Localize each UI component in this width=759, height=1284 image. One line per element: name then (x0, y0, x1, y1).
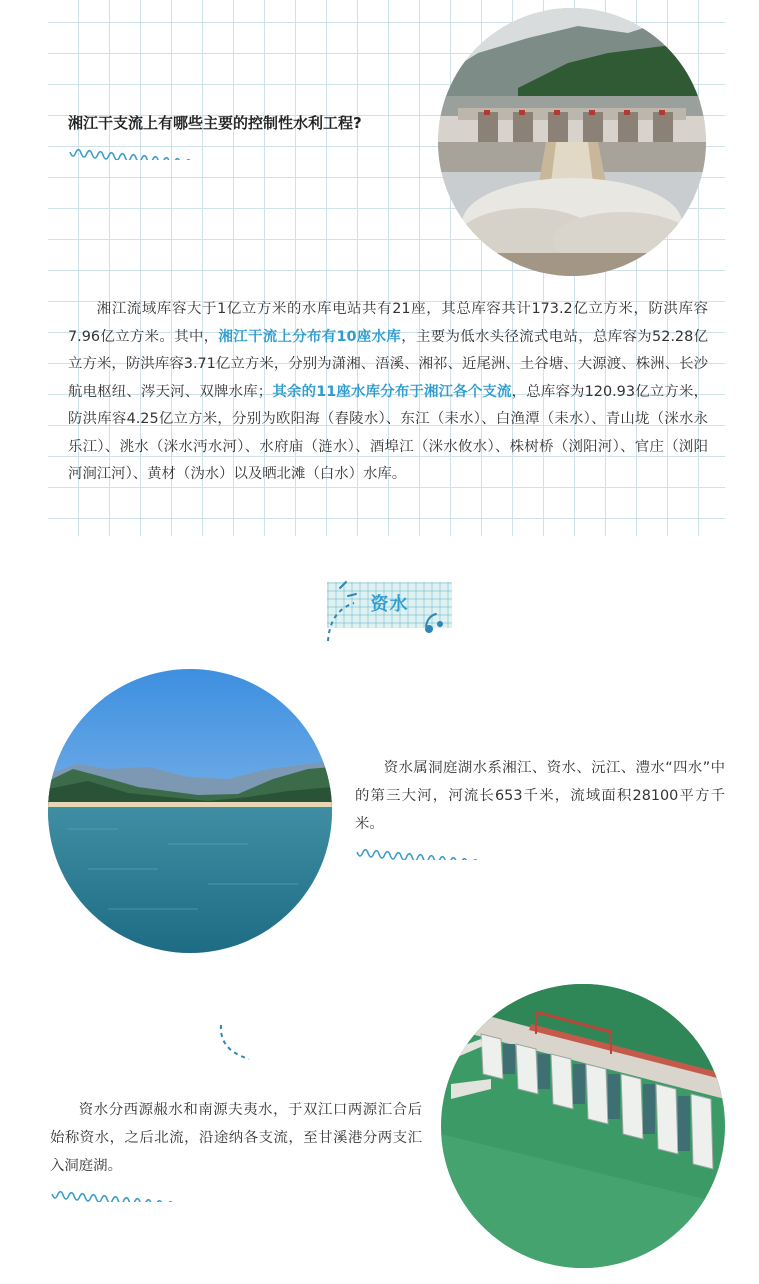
lake-mountain-photo (48, 669, 332, 953)
water-drop-decoration-icon (420, 608, 450, 636)
highlight-tributaries: 其余的11座水库分布于湘江各个支流 (272, 383, 512, 400)
wave-divider-2 (355, 848, 727, 860)
reservoir-summary-paragraph (68, 296, 708, 489)
badge-title: 资水 (370, 594, 409, 615)
wave-divider-3 (50, 1190, 422, 1202)
sluice-gate-aerial-photo (441, 984, 725, 1268)
zishui-intro-paragraph: 资水属洞庭湖水系湘江、资水、沅江、澧水“四水”中的第三大河，河流长653千米，流域面积28100平方千米。 (355, 760, 725, 832)
paragraph-text: ，总库容为120.93亿立方米，防洪库容4.25亿立方米，分别为欧阳海（舂陵水）、东江（耒水）、白渔潭（耒水）、青山垅（洣水永乐江）、洮水（洣水沔水河）、水府庙（涟水）、酒埠江（洣水攸水）、株树桥（浏阳河）、官庄（浏阳河涧江河）、黄材（沩水）以及晒北滩（白水）水库。 (68, 383, 708, 482)
paragraph-text: ，主要为低水头径流式电站，总库容为52.28亿立方米，防洪库容3.71亿立方米，分别为潇湘、浯溪、湘祁、近尾洲、土谷塘、大源渡、株洲、长沙航电枢纽、涔天河、双牌水库； (68, 328, 709, 400)
highlight-mainstream: 湘江干流上分布有10座水库 (218, 328, 402, 345)
paragraph-text: 湘江流域库容大于1亿立方米的水库电站共有21座，其总库容共计173.2亿立方米，防洪库容7.96亿立方米。其中， (68, 301, 708, 345)
splash-decoration-icon (318, 576, 358, 646)
question-title: 湘江干支流上有哪些主要的控制性水利工程? (68, 114, 362, 132)
wave-divider-1 (68, 148, 420, 160)
dashed-curve-decoration-icon (216, 1022, 252, 1062)
zishui-source-paragraph: 资水分西源赧水和南源夫夷水，于双江口两源汇合后始称资水，之后北流，沿途纳各支流，至甘溪港分两支汇入洞庭湖。 (50, 1102, 422, 1174)
dam-spillway-photo (438, 8, 706, 276)
